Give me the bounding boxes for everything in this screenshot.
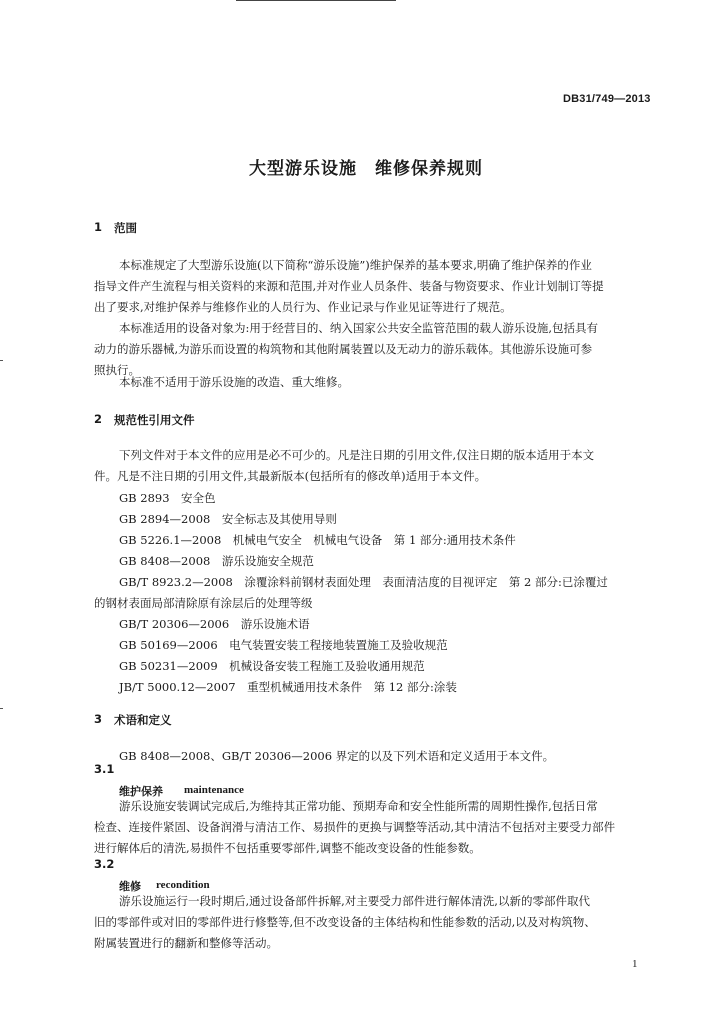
section-1-number: 1 <box>94 220 103 234</box>
term-english: maintenance <box>184 784 244 796</box>
term-definition-line: 附属装置进行的翻新和整修等活动。 <box>94 936 278 950</box>
term-definition-line: 进行解体后的清洗,易损件不包括重要零部件,调整不能改变设备的性能参数。 <box>94 841 481 855</box>
term-definition-line: 游乐设施安装调试完成后,为维持其正常功能、预期寿命和安全性能所需的周期性操作,包括日常 <box>119 799 598 813</box>
term-number: 3.2 <box>94 857 115 871</box>
term-definition-line: 游乐设施运行一段时期后,通过设备部件拆解,对主要受力部件进行解体清洗,以新的零部件取代 <box>119 894 590 908</box>
margin-mark <box>0 360 3 361</box>
reference-item: GB 2893 安全色 <box>119 491 216 505</box>
term-chinese: 维护保养 <box>119 785 163 798</box>
margin-mark <box>0 708 3 709</box>
section-1-heading: 范围 <box>114 221 137 235</box>
section-2-paragraph-line: 下列文件对于本文件的应用是必不可少的。凡是注日期的引用文件,仅注日期的版本适用于本文 <box>119 448 595 462</box>
section-1-paragraph-line: 本标准不适用于游乐设施的改造、重大维修。 <box>119 375 349 389</box>
section-1-paragraph-line: 本标准适用的设备对象为:用于经营目的、纳入国家公共安全监管范围的载人游乐设施,包括具有 <box>119 321 599 335</box>
reference-item: GB/T 20306—2006 游乐设施术语 <box>119 617 310 631</box>
section-2-paragraph-line: 件。凡是不注日期的引用文件,其最新版本(包括所有的修改单)适用于本文件。 <box>94 469 487 483</box>
term-definition-line: 检查、连接件紧固、设备润滑与清洁工作、易损件的更换与调整等活动,其中清洁不包括对主要受力部件 <box>94 820 616 834</box>
reference-item: JB/T 5000.12—2007 重型机械通用技术条件 第 12 部分:涂装 <box>119 680 457 694</box>
reference-item: GB/T 8923.2—2008 涂覆涂料前钢材表面处理 表面清洁度的目视评定 第 2 部分:已涂覆过 <box>119 575 608 589</box>
section-1-paragraph-line: 出了要求,对维护保养与维修作业的人员行为、作业记录与作业见证等进行了规范。 <box>94 300 512 314</box>
reference-item-continuation: 的钢材表面局部清除原有涂层后的处理等级 <box>94 596 313 610</box>
scan-edge-line <box>236 0 396 1</box>
page-number: 1 <box>632 958 638 970</box>
term-english: recondition <box>156 879 210 891</box>
section-1-paragraph-line: 指导文件产生流程与相关资料的来源和范围,并对作业人员条件、装备与物资要求、作业计划制订等提 <box>94 279 604 293</box>
reference-item: GB 2894—2008 安全标志及其使用导则 <box>119 512 337 526</box>
section-1-paragraph-line: 动力的游乐器械,为游乐而设置的构筑物和其他附属装置以及无动力的游乐载体。其他游乐设施可参 <box>94 342 593 356</box>
standard-number: DB31/749—2013 <box>563 93 651 105</box>
reference-item: GB 50231—2009 机械设备安装工程施工及验收通用规范 <box>119 659 425 673</box>
section-1-paragraph-line: 本标准规定了大型游乐设施(以下简称“游乐设施”)维护保养的基本要求,明确了维护保养的作业 <box>119 258 592 272</box>
reference-item: GB 5226.1—2008 机械电气安全 机械电气设备 第 1 部分:通用技术条件 <box>119 533 516 547</box>
term-definition-line: 旧的零部件或对旧的零部件进行修整等,但不改变设备的主体结构和性能参数的活动,以及对构筑物、 <box>94 915 596 929</box>
reference-item: GB 50169—2006 电气装置安装工程接地装置施工及验收规范 <box>119 638 448 652</box>
document-title: 大型游乐设施 维修保养规则 <box>249 159 483 179</box>
reference-item: GB 8408—2008 游乐设施安全规范 <box>119 554 314 568</box>
term-number: 3.1 <box>94 762 115 776</box>
section-2-heading: 规范性引用文件 <box>114 413 195 427</box>
section-3-number: 3 <box>94 712 103 726</box>
section-2-number: 2 <box>94 412 103 426</box>
section-3-heading: 术语和定义 <box>114 713 172 727</box>
section-3-intro: GB 8408—2008、GB/T 20306—2006 界定的以及下列术语和定义适用于本文件。 <box>119 749 555 763</box>
section-1-paragraph-line: 照执行。 <box>94 363 140 377</box>
term-chinese: 维修 <box>119 880 141 893</box>
